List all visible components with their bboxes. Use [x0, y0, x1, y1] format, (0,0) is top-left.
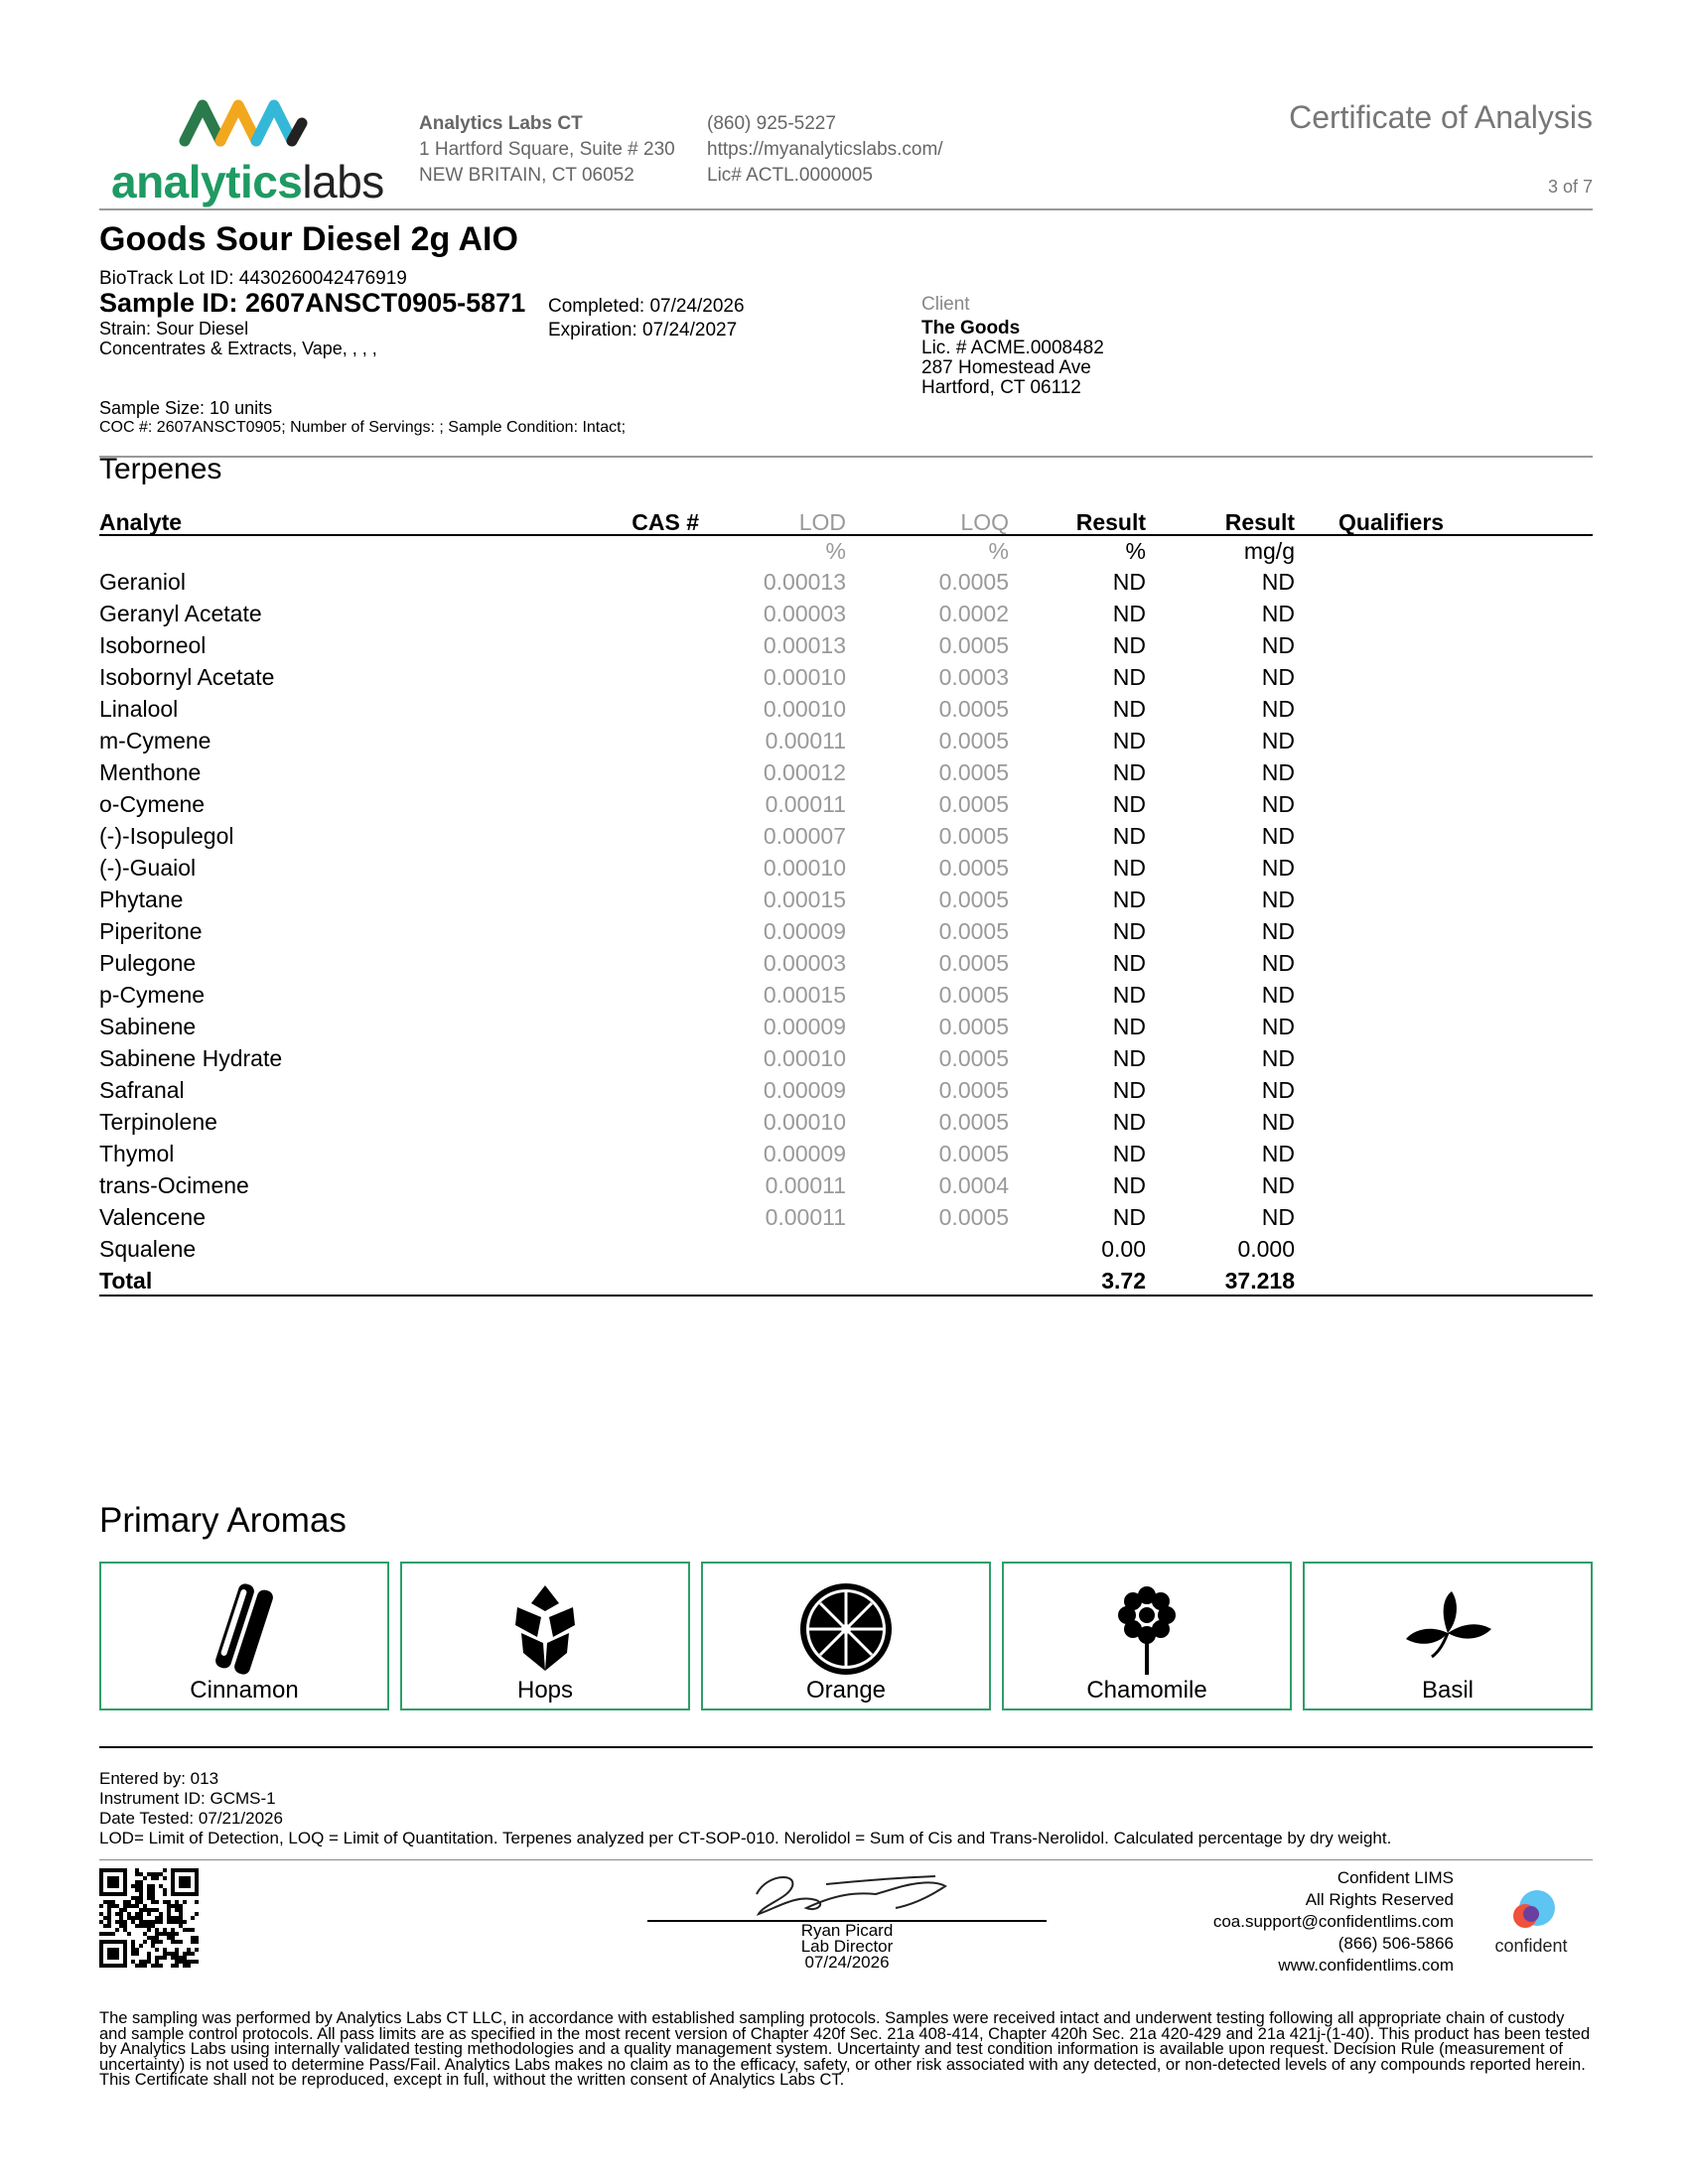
- aroma-card: [1303, 1562, 1593, 1710]
- cell-lod: 0.00010: [763, 696, 846, 722]
- cell-result-mg: ND: [1261, 1172, 1295, 1198]
- hops-icon: [505, 1581, 585, 1677]
- header-lod: LOD: [798, 509, 846, 535]
- cell-loq: 0.0005: [938, 855, 1009, 881]
- dates: [548, 295, 745, 342]
- cell-lod: 0.00009: [763, 918, 846, 944]
- cell-result-mg: ND: [1261, 696, 1295, 722]
- total-pct: 3.72: [1101, 1268, 1146, 1294]
- table-row: [99, 852, 1593, 884]
- table-row: [99, 979, 1593, 1011]
- cell-result-pct: ND: [1112, 601, 1146, 626]
- orange-icon: [798, 1581, 894, 1677]
- cell-loq: 0.0005: [938, 982, 1009, 1008]
- cell-result-mg: ND: [1261, 1109, 1295, 1135]
- aroma-label: Basil: [1421, 1677, 1475, 1704]
- cell-loq: 0.0005: [938, 1109, 1009, 1135]
- table-row: [99, 661, 1593, 693]
- cell-result-mg: ND: [1261, 791, 1295, 817]
- table-row: [99, 1074, 1593, 1106]
- cell-lod: 0.00012: [763, 759, 846, 785]
- cell-loq: 0.0005: [938, 569, 1009, 595]
- section-title-terpenes: Terpenes: [99, 453, 222, 485]
- cell-loq: 0.0005: [938, 1204, 1009, 1230]
- cell-result-mg: ND: [1261, 1204, 1295, 1230]
- cell-result-mg: ND: [1261, 887, 1295, 912]
- table-row: [99, 598, 1593, 629]
- table-row: [99, 1106, 1593, 1138]
- unit-result-mg: mg/g: [1243, 538, 1295, 564]
- cell-analyte: Valencene: [99, 1204, 206, 1230]
- signer-name: Ryan Picard: [800, 1921, 894, 1940]
- cell-result-pct: ND: [1112, 1172, 1146, 1198]
- confident-logo-icon: [1481, 1886, 1581, 1936]
- table-row: [99, 566, 1593, 598]
- logo-mark-icon: [179, 95, 318, 149]
- cell-analyte: p-Cymene: [99, 982, 206, 1008]
- cell-lod: 0.00011: [765, 728, 846, 753]
- cell-result-pct: ND: [1112, 887, 1146, 912]
- cell-lod: 0.00010: [763, 664, 846, 690]
- cell-analyte: Thymol: [99, 1141, 175, 1166]
- cell-result-pct: ND: [1112, 728, 1146, 753]
- header-result-pct: Result: [1075, 509, 1146, 535]
- table-row: [99, 1042, 1593, 1074]
- cell-result-mg: ND: [1261, 823, 1295, 849]
- lims-phone: (866) 506-5866: [1337, 1934, 1454, 1953]
- cell-loq: 0.0003: [938, 664, 1009, 690]
- cell-lod: 0.00007: [763, 823, 846, 849]
- cell-result-pct: ND: [1112, 1204, 1146, 1230]
- chamomile-icon: [1107, 1581, 1187, 1677]
- cell-analyte: Safranal: [99, 1077, 185, 1103]
- cell-result-pct: ND: [1112, 918, 1146, 944]
- cell-analyte: Menthone: [99, 759, 202, 785]
- expiration-date: Expiration: 07/24/2027: [548, 320, 738, 341]
- table-row: [99, 820, 1593, 852]
- table-units-row: [99, 536, 1593, 566]
- cell-result-mg: ND: [1261, 918, 1295, 944]
- cell-lod: 0.00015: [763, 887, 846, 912]
- lab-license: Lic# ACTL.0000005: [707, 165, 873, 186]
- lot-id: BioTrack Lot ID: 4430260042476919: [99, 268, 407, 289]
- aroma-label: Orange: [805, 1677, 887, 1704]
- lab-phone: (860) 925-5227: [707, 113, 836, 134]
- sample-size: Sample Size: 10 units: [99, 398, 273, 418]
- header-analyte: Analyte: [99, 509, 183, 535]
- page-number: 3 of 7: [1547, 177, 1593, 197]
- cell-loq: 0.0005: [938, 1014, 1009, 1039]
- cell-result-pct: ND: [1112, 982, 1146, 1008]
- signer-block: [647, 1923, 1047, 1971]
- table-total-row: [99, 1265, 1593, 1297]
- cell-analyte: Pulegone: [99, 950, 197, 976]
- lims-info: [1213, 1867, 1454, 1977]
- cell-loq: 0.0005: [938, 791, 1009, 817]
- cell-analyte: Sabinene Hydrate: [99, 1045, 283, 1071]
- cell-result-mg: ND: [1261, 664, 1295, 690]
- confident-logo-text: confident: [1494, 1936, 1568, 1956]
- cell-lod: 0.00003: [763, 950, 846, 976]
- table-row: [99, 1011, 1593, 1042]
- table-body: [99, 566, 1593, 1265]
- cell-lod: 0.00010: [763, 1109, 846, 1135]
- cell-result-pct: ND: [1112, 664, 1146, 690]
- cell-result-mg: ND: [1261, 569, 1295, 595]
- client-info: [921, 295, 1104, 398]
- cell-result-mg: ND: [1261, 759, 1295, 785]
- table-row: [99, 1201, 1593, 1233]
- lab-info: [419, 111, 675, 189]
- table-row: [99, 725, 1593, 756]
- section-title-aromas: Primary Aromas: [99, 1501, 347, 1540]
- cell-analyte: o-Cymene: [99, 791, 206, 817]
- total-label: Total: [99, 1268, 153, 1294]
- product-name: Goods Sour Diesel 2g AIO: [99, 220, 518, 258]
- footer-divider-2: [99, 1859, 1593, 1860]
- cell-loq: 0.0005: [938, 696, 1009, 722]
- cell-analyte: Isobornyl Acetate: [99, 664, 275, 690]
- client-label: Client: [921, 294, 970, 315]
- coc-info: COC #: 2607ANSCT0905; Number of Servings: ; Sample Condition: Intact;: [99, 419, 627, 436]
- table-row: [99, 756, 1593, 788]
- aroma-card: [99, 1562, 389, 1710]
- cell-loq: 0.0005: [938, 950, 1009, 976]
- cell-analyte: trans-Ocimene: [99, 1172, 249, 1198]
- cell-analyte: Piperitone: [99, 918, 203, 944]
- confident-logo: [1481, 1886, 1581, 1956]
- cell-analyte: Terpinolene: [99, 1109, 217, 1135]
- aroma-label: Chamomile: [1086, 1677, 1207, 1704]
- cell-result-pct: ND: [1112, 950, 1146, 976]
- table-row: [99, 629, 1593, 661]
- cell-analyte: Isoborneol: [99, 632, 207, 658]
- completed-date: Completed: 07/24/2026: [548, 296, 745, 317]
- header-result-mg: Result: [1224, 509, 1295, 535]
- section-divider: [99, 456, 1593, 458]
- cell-loq: 0.0005: [938, 728, 1009, 753]
- cell-result-pct: ND: [1112, 1014, 1146, 1039]
- client-license: Lic. # ACME.0008482: [921, 338, 1104, 358]
- aroma-card: [701, 1562, 991, 1710]
- category: Concentrates & Extracts, Vape, , , ,: [99, 339, 377, 358]
- basil-icon: [1400, 1581, 1495, 1677]
- cell-analyte: Geranyl Acetate: [99, 601, 262, 626]
- instrument-id: Instrument ID: GCMS-1: [99, 1789, 276, 1808]
- cell-result-pct: ND: [1112, 1109, 1146, 1135]
- cell-result-pct: ND: [1112, 1141, 1146, 1166]
- cell-result-pct: ND: [1112, 569, 1146, 595]
- table-row: [99, 1169, 1593, 1201]
- cell-analyte: Phytane: [99, 887, 184, 912]
- table-row: [99, 788, 1593, 820]
- strain: Strain: Sour Diesel: [99, 319, 249, 339]
- sample-id: Sample ID: 2607ANSCT0905-5871: [99, 288, 526, 318]
- footer-info: [99, 1769, 1391, 1848]
- client-address-2: Hartford, CT 06112: [921, 377, 1081, 398]
- cell-loq: 0.0004: [938, 1172, 1009, 1198]
- cell-loq: 0.0005: [938, 823, 1009, 849]
- aroma-label: Cinnamon: [190, 1677, 299, 1704]
- cell-lod: 0.00011: [765, 1204, 846, 1230]
- unit-lod: %: [825, 538, 846, 564]
- header-cas: CAS #: [632, 509, 699, 535]
- unit-result-pct: %: [1125, 538, 1146, 564]
- table-row: [99, 1233, 1593, 1265]
- cell-analyte: Linalool: [99, 696, 179, 722]
- lims-website[interactable]: www.confidentlims.com: [1278, 1956, 1454, 1975]
- cell-result-mg: ND: [1261, 632, 1295, 658]
- strain-info: [99, 319, 377, 358]
- signer-date: 07/24/2026: [804, 1953, 890, 1972]
- cell-result-mg: ND: [1261, 1141, 1295, 1166]
- cell-result-pct: 0.00: [1101, 1236, 1146, 1262]
- cell-loq: 0.0005: [938, 1045, 1009, 1071]
- document-title: Certificate of Analysis: [1289, 99, 1593, 135]
- cell-analyte: (-)-Isopulegol: [99, 823, 234, 849]
- cell-result-mg: ND: [1261, 1077, 1295, 1103]
- lims-email[interactable]: coa.support@confidentlims.com: [1212, 1912, 1454, 1931]
- cell-lod: 0.00010: [763, 855, 846, 881]
- signer-title: Lab Director: [800, 1937, 894, 1956]
- aroma-card: [400, 1562, 690, 1710]
- cell-lod: 0.00013: [763, 569, 846, 595]
- cell-lod: 0.00009: [763, 1014, 846, 1039]
- footnote: LOD= Limit of Detection, LOQ = Limit of Quantitation. Terpenes analyzed per CT-SOP-010. Nerolidol = Sum of Cis and Trans-Nerolidol. Calculated percentage by dry weight.: [99, 1829, 1392, 1847]
- entered-by: Entered by: 013: [99, 1769, 219, 1788]
- cell-loq: 0.0005: [938, 1141, 1009, 1166]
- cell-lod: 0.00011: [765, 1172, 846, 1198]
- cell-lod: 0.00009: [763, 1077, 846, 1103]
- sample-size-info: [99, 399, 626, 437]
- logo-word-labs: labs: [302, 156, 384, 207]
- cell-result-pct: ND: [1112, 855, 1146, 881]
- lab-contact: [707, 111, 943, 189]
- terpenes-table: [99, 508, 1593, 1297]
- cell-result-mg: ND: [1261, 601, 1295, 626]
- table-row: [99, 947, 1593, 979]
- cinnamon-icon: [205, 1581, 284, 1677]
- qr-code-icon[interactable]: [99, 1868, 199, 1968]
- cell-result-mg: 0.000: [1237, 1236, 1295, 1262]
- table-header-row: [99, 508, 1593, 536]
- cell-result-pct: ND: [1112, 1045, 1146, 1071]
- cell-result-pct: ND: [1112, 759, 1146, 785]
- header-divider: [99, 208, 1593, 210]
- cell-lod: 0.00015: [763, 982, 846, 1008]
- cell-analyte: Squalene: [99, 1236, 197, 1262]
- analytics-labs-logo: [111, 95, 389, 214]
- date-tested: Date Tested: 07/21/2026: [99, 1809, 283, 1828]
- table-row: [99, 693, 1593, 725]
- lab-name: Analytics Labs CT: [419, 113, 583, 134]
- cell-result-pct: ND: [1112, 791, 1146, 817]
- header-loq: LOQ: [960, 509, 1009, 535]
- lab-address-1: 1 Hartford Square, Suite # 230: [419, 139, 675, 160]
- signature-image: [647, 1864, 1047, 1922]
- cell-loq: 0.0005: [938, 918, 1009, 944]
- lab-website[interactable]: https://myanalyticslabs.com/: [707, 139, 943, 160]
- cell-lod: 0.00009: [763, 1141, 846, 1166]
- table-row: [99, 884, 1593, 915]
- lims-name: Confident LIMS: [1336, 1868, 1454, 1887]
- cell-result-mg: ND: [1261, 855, 1295, 881]
- cell-loq: 0.0005: [938, 887, 1009, 912]
- disclaimer: The sampling was performed by Analytics Labs CT LLC, in accordance with established sampling protocols. Samples were received intact and underwent testing following all appropriate chain of custody and sample control protocols. All pass limits are as specified in the most recent version of Chapter 420f Sec. 21a 408-414, Chapter 420h Sec. 21a 420-429 and 21a 421j-(1-40). This product has been tested by Analytics Labs using internally validated testing methodologies and a quality management system. Uncertainty and test condition information is available upon request. Decision Rule (measurement of uncertainty) is not used to determine Pass/Fail. Analytics Labs makes no claim as to the efficacy, safety, or other risk associated with any detected, or non-detected levels of any compounds reported herein. This Certificate shall not be reproduced, except in full, without the written consent of Analytics Labs CT.: [99, 2009, 1591, 2089]
- cell-result-mg: ND: [1261, 950, 1295, 976]
- aroma-label: Hops: [516, 1677, 574, 1704]
- cell-loq: 0.0005: [938, 759, 1009, 785]
- cell-result-pct: ND: [1112, 1077, 1146, 1103]
- cell-result-mg: ND: [1261, 1045, 1295, 1071]
- cell-loq: 0.0005: [938, 632, 1009, 658]
- aromas-row: [99, 1562, 1593, 1710]
- cell-result-mg: ND: [1261, 1014, 1295, 1039]
- total-mg: 37.218: [1224, 1268, 1295, 1294]
- cell-lod: 0.00011: [765, 791, 846, 817]
- cell-lod: 0.00010: [763, 1045, 846, 1071]
- cell-analyte: Geraniol: [99, 569, 186, 595]
- client-name: The Goods: [921, 318, 1021, 339]
- footer-divider: [99, 1746, 1593, 1748]
- table-row: [99, 1138, 1593, 1169]
- cell-result-mg: ND: [1261, 982, 1295, 1008]
- cell-analyte: (-)-Guaiol: [99, 855, 197, 881]
- lab-address-2: NEW BRITAIN, CT 06052: [419, 165, 634, 186]
- aroma-card: [1002, 1562, 1292, 1710]
- header-qualifiers: Qualifiers: [1338, 509, 1445, 535]
- logo-word-analytics: analytics: [111, 156, 303, 207]
- client-address-1: 287 Homestead Ave: [921, 357, 1091, 378]
- cell-analyte: Sabinene: [99, 1014, 197, 1039]
- cell-lod: 0.00003: [763, 601, 846, 626]
- table-row: [99, 915, 1593, 947]
- cell-result-pct: ND: [1112, 632, 1146, 658]
- cell-result-mg: ND: [1261, 728, 1295, 753]
- cell-analyte: m-Cymene: [99, 728, 211, 753]
- cell-lod: 0.00013: [763, 632, 846, 658]
- cell-result-pct: ND: [1112, 696, 1146, 722]
- lims-rights: All Rights Reserved: [1305, 1890, 1454, 1909]
- unit-loq: %: [988, 538, 1009, 564]
- cell-loq: 0.0002: [938, 601, 1009, 626]
- cell-result-pct: ND: [1112, 823, 1146, 849]
- cell-loq: 0.0005: [938, 1077, 1009, 1103]
